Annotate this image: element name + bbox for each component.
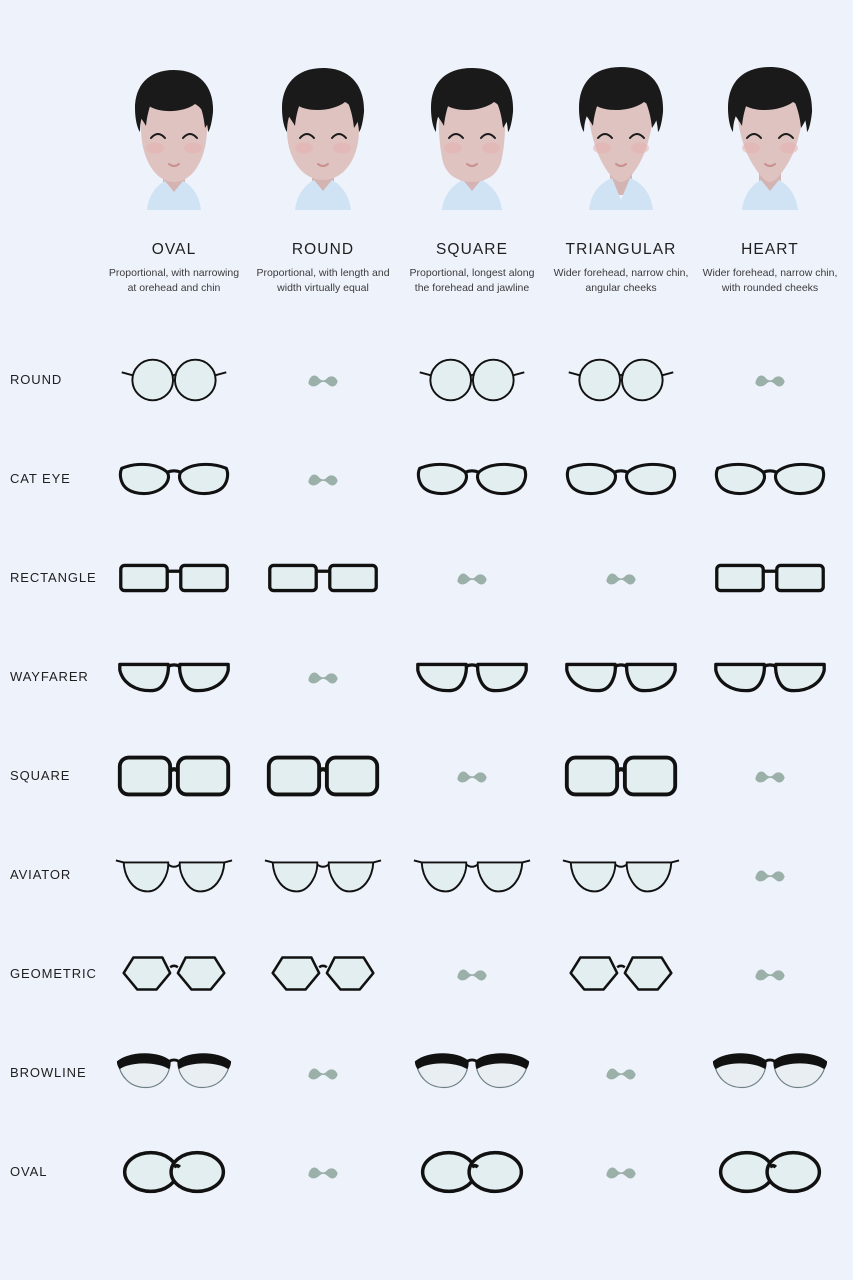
cell-recommended [398, 825, 546, 924]
cell-not-recommended [398, 924, 546, 1023]
squiggle-icon [412, 746, 532, 806]
cell-not-recommended [249, 627, 397, 726]
cell-recommended [249, 726, 397, 825]
cell-recommended [249, 528, 397, 627]
frame-style-label: GEOMETRIC [10, 966, 97, 981]
cell-not-recommended [249, 1122, 397, 1221]
cell-recommended [547, 627, 695, 726]
glasses-oval-icon [412, 1142, 532, 1202]
table-row [0, 429, 853, 528]
squiggle-icon [710, 845, 830, 905]
cell-not-recommended [547, 1122, 695, 1221]
glasses-aviator-icon [561, 845, 681, 905]
cell-not-recommended [249, 1023, 397, 1122]
glasses-square-icon [561, 746, 681, 806]
frame-style-label: WAYFARER [10, 669, 89, 684]
row-cells [100, 528, 853, 627]
face-column [398, 50, 546, 296]
glasses-aviator-icon [114, 845, 234, 905]
glasses-browline-icon [412, 1043, 532, 1103]
table-row [0, 726, 853, 825]
face-column [547, 50, 695, 296]
cell-recommended [100, 825, 248, 924]
face-shape-description: Wider forehead, narrow chin, angular cheeks [553, 267, 689, 295]
table-row [0, 1122, 853, 1221]
cell-not-recommended [547, 1023, 695, 1122]
frame-style-label: RECTANGLE [10, 570, 97, 585]
face-shape-description: Proportional, with narrowing at orehead and chin [108, 267, 240, 295]
glasses-round-icon [412, 350, 532, 410]
cell-not-recommended [249, 429, 397, 528]
glasses-browline-icon [710, 1043, 830, 1103]
cell-not-recommended [696, 330, 844, 429]
face-shape-label: ROUND [291, 241, 355, 258]
frame-style-label: BROWLINE [10, 1065, 87, 1080]
glasses-wayfarer-icon [412, 647, 532, 707]
table-row [0, 528, 853, 627]
row-cells [100, 924, 853, 1023]
face-illustration-round [264, 50, 382, 225]
squiggle-icon [263, 449, 383, 509]
squiggle-icon [263, 1142, 383, 1202]
cell-recommended [398, 627, 546, 726]
cell-recommended [547, 825, 695, 924]
frame-style-label: CAT EYE [10, 471, 71, 486]
glasses-cateye-icon [710, 449, 830, 509]
cell-recommended [696, 627, 844, 726]
glasses-wayfarer-icon [561, 647, 681, 707]
glasses-aviator-icon [412, 845, 532, 905]
row-cells [100, 627, 853, 726]
frame-style-rows [0, 330, 853, 1221]
squiggle-icon [263, 350, 383, 410]
row-cells [100, 825, 853, 924]
glasses-square-icon [263, 746, 383, 806]
glasses-rectangle-icon [114, 548, 234, 608]
glasses-cateye-icon [561, 449, 681, 509]
squiggle-icon [561, 1142, 681, 1202]
cell-recommended [696, 528, 844, 627]
cell-recommended [398, 330, 546, 429]
cell-recommended [398, 1023, 546, 1122]
glasses-rectangle-icon [710, 548, 830, 608]
glasses-geometric-icon [114, 944, 234, 1004]
face-shape-description: Proportional, longest along the forehead and jawline [409, 267, 535, 295]
cell-recommended [547, 429, 695, 528]
table-row [0, 924, 853, 1023]
squiggle-icon [263, 1043, 383, 1103]
face-column [696, 50, 844, 296]
row-cells [100, 726, 853, 825]
cell-recommended [100, 330, 248, 429]
cell-recommended [547, 726, 695, 825]
face-illustration-oval [115, 50, 233, 225]
cell-not-recommended [696, 825, 844, 924]
face-column [249, 50, 397, 296]
cell-not-recommended [249, 330, 397, 429]
glasses-rectangle-icon [263, 548, 383, 608]
cell-recommended [100, 528, 248, 627]
squiggle-icon [710, 350, 830, 410]
cell-not-recommended [398, 726, 546, 825]
cell-recommended [547, 924, 695, 1023]
cell-not-recommended [696, 924, 844, 1023]
glasses-square-icon [114, 746, 234, 806]
face-shape-label: OVAL [151, 241, 197, 258]
squiggle-icon [412, 944, 532, 1004]
cell-recommended [398, 429, 546, 528]
cell-recommended [696, 1023, 844, 1122]
frame-style-label: ROUND [10, 372, 63, 387]
cell-recommended [100, 726, 248, 825]
squiggle-icon [710, 944, 830, 1004]
glasses-browline-icon [114, 1043, 234, 1103]
table-row [0, 825, 853, 924]
cell-not-recommended [547, 528, 695, 627]
cell-recommended [696, 1122, 844, 1221]
face-column [100, 50, 248, 296]
squiggle-icon [710, 746, 830, 806]
glasses-round-icon [114, 350, 234, 410]
squiggle-icon [561, 1043, 681, 1103]
glasses-cateye-icon [114, 449, 234, 509]
face-illustration-heart [711, 50, 829, 225]
face-shapes-header [100, 50, 853, 296]
glasses-geometric-icon [561, 944, 681, 1004]
cell-recommended [100, 627, 248, 726]
glasses-cateye-icon [412, 449, 532, 509]
face-illustration-triangular [562, 50, 680, 225]
cell-recommended [249, 924, 397, 1023]
face-shape-description: Wider forehead, narrow chin, with rounded cheeks [702, 267, 838, 295]
cell-recommended [100, 924, 248, 1023]
row-cells [100, 330, 853, 429]
row-cells [100, 1122, 853, 1221]
frame-style-label: SQUARE [10, 768, 71, 783]
cell-recommended [100, 429, 248, 528]
face-shape-label: TRIANGULAR [565, 241, 677, 258]
glasses-aviator-icon [263, 845, 383, 905]
glasses-oval-icon [710, 1142, 830, 1202]
cell-not-recommended [696, 726, 844, 825]
cell-not-recommended [398, 528, 546, 627]
glasses-wayfarer-icon [710, 647, 830, 707]
face-shape-label: SQUARE [435, 241, 509, 258]
face-shape-label: HEART [741, 241, 799, 258]
squiggle-icon [412, 548, 532, 608]
frame-style-label: AVIATOR [10, 867, 72, 882]
frame-style-label: OVAL [10, 1164, 48, 1179]
cell-recommended [100, 1122, 248, 1221]
face-illustration-square [413, 50, 531, 225]
table-row [0, 330, 853, 429]
glasses-geometric-icon [263, 944, 383, 1004]
squiggle-icon [561, 548, 681, 608]
cell-recommended [696, 429, 844, 528]
glasses-round-icon [561, 350, 681, 410]
face-shape-description: Proportional, with length and width virtually equal [256, 267, 390, 295]
glasses-oval-icon [114, 1142, 234, 1202]
squiggle-icon [263, 647, 383, 707]
table-row [0, 1023, 853, 1122]
glasses-wayfarer-icon [114, 647, 234, 707]
cell-recommended [398, 1122, 546, 1221]
cell-recommended [100, 1023, 248, 1122]
table-row [0, 627, 853, 726]
row-cells [100, 1023, 853, 1122]
cell-recommended [547, 330, 695, 429]
cell-recommended [249, 825, 397, 924]
row-cells [100, 429, 853, 528]
